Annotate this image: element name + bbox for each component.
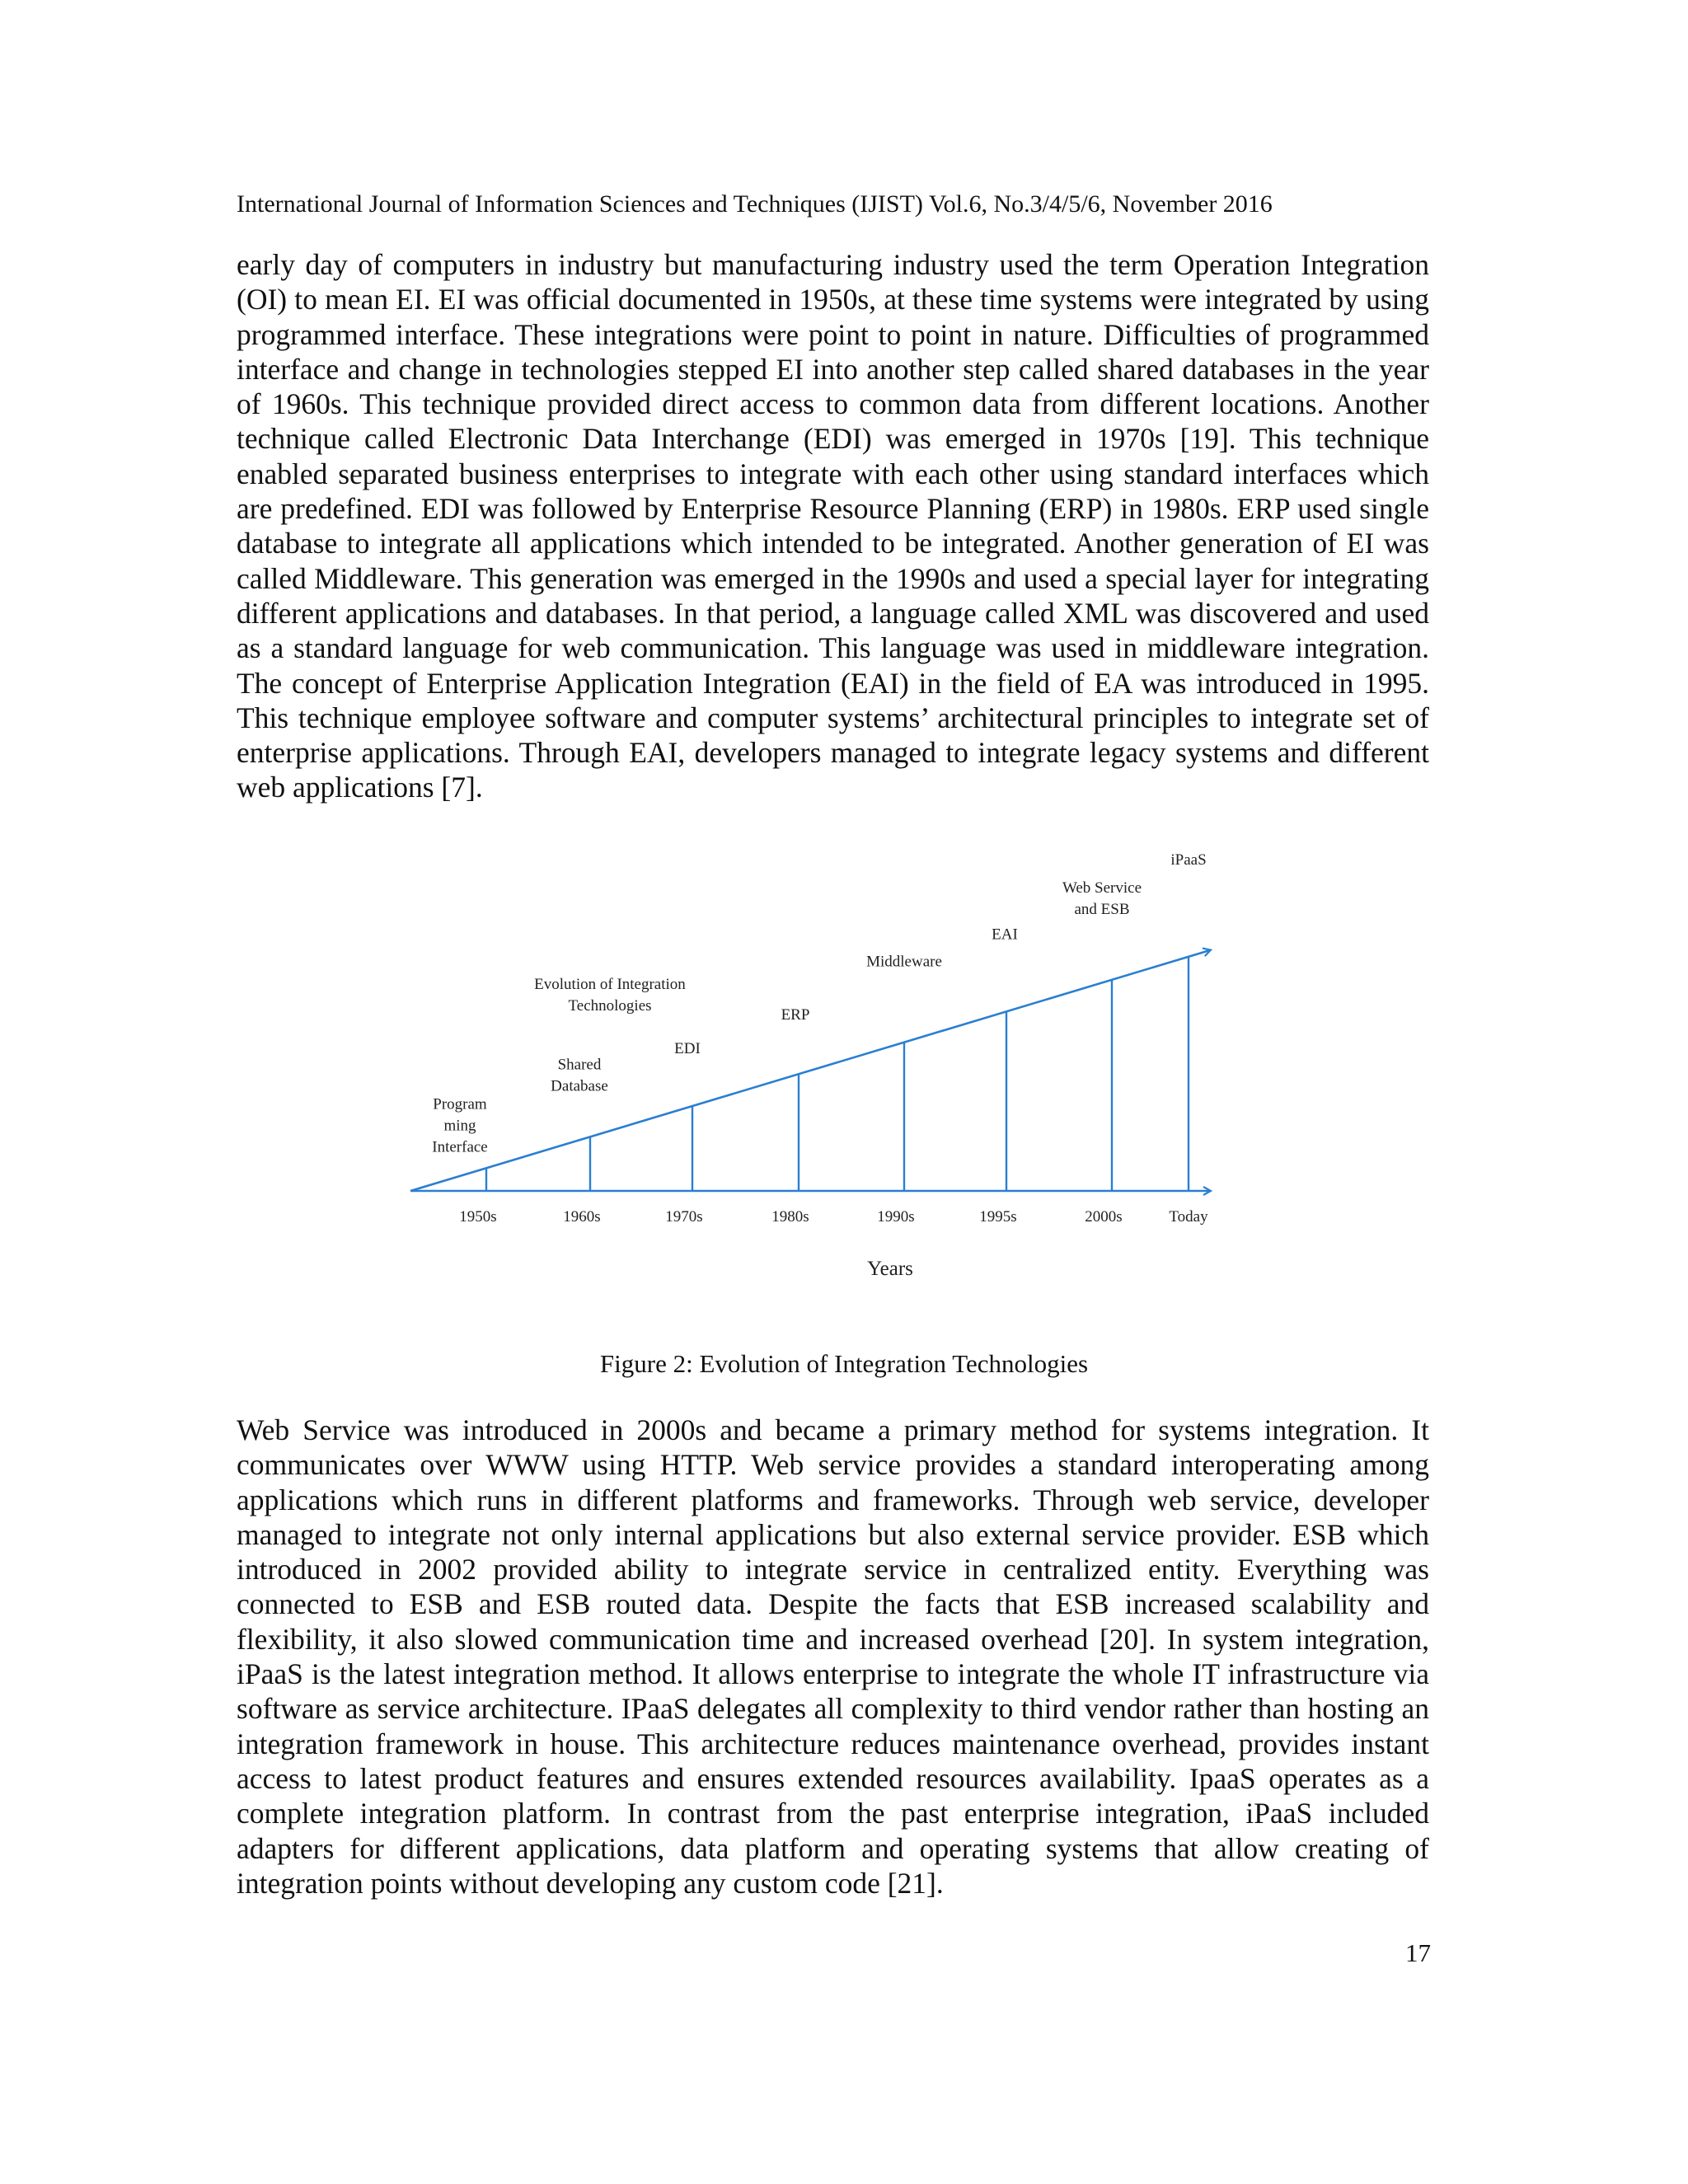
trend-line: [410, 950, 1210, 1191]
figure-caption: Figure 2: Evolution of Integration Technologies: [599, 1349, 1089, 1378]
page-number: 17: [1405, 1938, 1431, 1967]
milestone-label-2: EDI: [674, 1040, 701, 1058]
x-tick-1960s: 1960s: [563, 1208, 601, 1226]
body-paragraph-1: early day of computers in industry but manufacturing industry used the term Operation Integration (OI) to mean EI. EI was official documented in 1950s, at these time systems were integrated by using programmed interface. These integrations were point to point in nature. Difficulties of programmed interface and change in technologies stepped EI into another step called shared databases in the year of 1960s. This technique provided direct access to common data from different locations. Another technique called Electronic Data Interchange (EDI) was emerged in 1970s [19]. This technique enabled separated business enterprises to integrate with each other using standard interfaces which are predefined. EDI was followed by Enterprise Resource Planning (ERP) in 1980s. ERP used single database to integrate all applications which intended to be integrated. Another generation of EI was called Middleware. This generation was emerged in the 1990s and used a special layer for integrating different applications and databases. In that period, a language called XML was discovered and used as a standard language for web communication. This language was used in middleware integration. The concept of Enterprise Application Integration (EAI) in the field of EA was introduced in 1995. This technique employee software and computer systems’ architectural principles to integrate set of enterprise applications. Through EAI, developers managed to integrate legacy systems and different web applications [7].: [237, 248, 1429, 804]
running-header: International Journal of Information Sciences and Techniques (IJIST) Vol.6, No.3/4/5/6, November 2016: [237, 190, 1273, 218]
chart-axes: [410, 950, 1210, 1191]
x-tick-1950s: 1950s: [459, 1208, 497, 1226]
milestone-label-4: Middleware: [866, 953, 942, 971]
milestone-label-5: EAI: [992, 926, 1018, 944]
milestone-label-0: Program ming Interface: [432, 1095, 488, 1156]
x-tick-1995s: 1995s: [979, 1208, 1017, 1226]
x-tick-today: Today: [1169, 1208, 1208, 1226]
milestone-label-6: Web Service and ESB: [1062, 879, 1142, 918]
x-tick-2000s: 2000s: [1085, 1208, 1123, 1226]
figure-evolution-chart: [396, 851, 1236, 1302]
milestone-label-1: Shared Database: [551, 1056, 608, 1095]
x-axis-title: Years: [867, 1258, 913, 1280]
x-tick-1990s: 1990s: [877, 1208, 915, 1226]
milestone-label-3: ERP: [781, 1006, 810, 1024]
body-paragraph-2: Web Service was introduced in 2000s and became a primary method for systems integration. It communicates over WWW using HTTP. Web service provides a standard interoperating among applications which runs in different platforms and frameworks. Through web service, developer managed to integrate not only internal applications but also external service provider. ESB which introduced in 2002 provided ability to integrate service in centralized entity. Everything was connected to ESB and ESB routed data. Despite the facts that ESB increased scalability and flexibility, it also slowed communication time and increased overhead [20]. In system integration, iPaaS is the latest integration method. It allows enterprise to integrate the whole IT infrastructure via software as service architecture. IPaaS delegates all complexity to third vendor rather than hosting an integration framework in house. This architecture reduces maintenance overhead, provides instant access to latest product features and ensures extended resources availability. IpaaS operates as a complete integration platform. In contrast from the past enterprise integration, iPaaS included adapters for different applications, data platform and operating systems that allow creating of integration points without developing any custom code [21].: [237, 1413, 1429, 1900]
milestone-labels: [432, 851, 1206, 1155]
chart-title-text: Evolution of Integration Technologies: [534, 976, 686, 1015]
x-tick-1970s: 1970s: [665, 1208, 703, 1226]
milestone-label-7: iPaaS: [1170, 851, 1207, 869]
evolution-chart-svg: [396, 851, 1236, 1302]
x-tick-1980s: 1980s: [771, 1208, 809, 1226]
x-tick-labels: [459, 1208, 1208, 1226]
chart-title: [534, 976, 686, 1015]
